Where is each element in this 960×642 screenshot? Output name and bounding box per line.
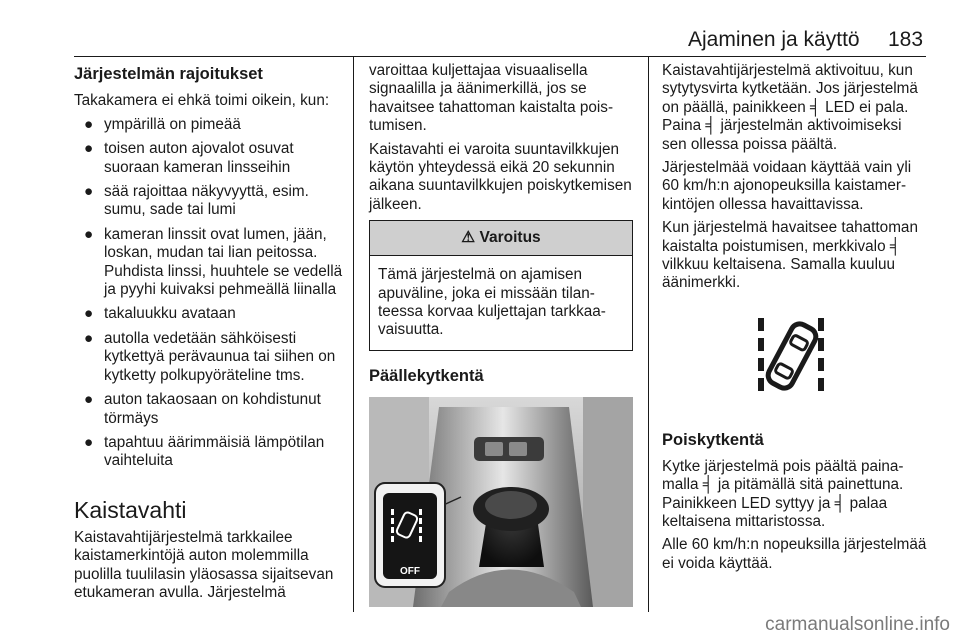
turn-signal-paragraph: Kaistavahti ei varoita suuntavilkkujen käytön yhteydessä eikä 20 sekunnin aikana suuntavilkkujen poiskytkemisen jälkeen. [369, 140, 632, 213]
low-speed-paragraph: Alle 60 km/h:n nopeuksilla järjestelmää ei voida käyttää. [662, 536, 927, 572]
list-item: ● tapahtuu äärimmäisiä lämpötilan vaihteluita [84, 433, 325, 470]
list-item: ● kameran linssit ovat lumen, jään, loskan, mudan tai lian peitossa. Puhdista linssi, huuhtele se vedellä ja pyyhi kuivaksi pehmeällä liinalla [84, 225, 343, 299]
lane-assist-title: Kaistavahti [74, 496, 187, 523]
column-divider [353, 57, 354, 612]
warning-header [370, 221, 632, 256]
console-photo [369, 397, 633, 607]
bullet: ● [84, 183, 94, 201]
page-header [0, 0, 960, 55]
list-item: ● autolla vedetään sähköisesti kytkettyä perävaunua tai siihen on kytketty polkupyöräteline tms. [84, 329, 336, 384]
left-column [74, 62, 346, 607]
bullet: ● [84, 391, 94, 409]
warning-paragraph: varoittaa kuljettajaa visuaalisella signaalilla ja äänimerkillä, jos se havaitsee tahattoman kaistalta poistumisen. [369, 62, 614, 135]
warning-text: Tämä järjestelmä on ajamisen apuväline, joka ei missään tilanteessa korvaa kuljettajan tarkkaavaisuutta. [378, 266, 606, 339]
limitations-list [74, 116, 346, 471]
warning-title: Varoitus [479, 229, 541, 247]
departure-paragraph: Kun järjestelmä havaitsee tahattoman kaistalta poistumisen, merkkivalo ╡ vilkkuu keltaisena. Samalla kuuluu äänimerkki. [662, 219, 918, 292]
list-item: ● sää rajoittaa näkyvyyttä, esim. sumu, sade tai lumi [84, 183, 309, 219]
warning-triangle-icon: ⚠ [461, 229, 476, 247]
bullet: ● [84, 329, 94, 347]
bullet: ● [84, 305, 94, 323]
limitations-intro: Takakamera ei ehkä toimi oikein, kun: [74, 92, 330, 110]
activation-heading: Päällekytkentä [369, 366, 484, 385]
list-item: ● ympärillä on pimeää [84, 115, 241, 133]
lane-assist-intro: Kaistavahtijärjestelmä tarkkailee kaistamerkintöjä auton molemmilla puolilla tuulilasin yläosassa sijaitsevan etukameran avulla. Järjestelmä [74, 528, 334, 601]
lane-departure-icon [662, 308, 926, 408]
deactivation-paragraph: Kytke järjestelmä pois päältä painamalla ╡ ja pitämällä sitä painettuna. Painikkeen LED syttyy ja ╡ palaa keltaisena mittaristossa. [662, 457, 904, 530]
watermark: carmanualsonline.info [765, 614, 950, 635]
list-item: ● toisen auton ajovalot osuvat suoraan kameran linsseihin [84, 140, 294, 176]
bullet: ● [84, 115, 94, 133]
right-column [662, 62, 928, 578]
bullet: ● [84, 140, 94, 158]
activation-paragraph: Kaistavahtijärjestelmä aktivoituu, kun sytytysvirta kytketään. Jos järjestelmä on päällä, painikkeen ╡ LED ei pala. Paina ╡ järjestelmän aktivoimiseksi sen ollessa poissa päältä. [662, 62, 918, 153]
bullet: ● [84, 225, 94, 243]
section-title: Ajaminen ja käyttö [688, 28, 860, 51]
deactivation-heading: Poiskytkentä [662, 431, 764, 450]
header-rule [74, 56, 926, 57]
bullet: ● [84, 433, 94, 451]
warning-box [369, 220, 633, 351]
middle-column [369, 62, 633, 607]
list-item: ● takaluukku avataan [84, 305, 236, 323]
column-divider [648, 57, 649, 612]
off-label: OFF [400, 566, 420, 578]
speed-paragraph: Järjestelmää voidaan käyttää vain yli 60 km/h:n ajonopeuksilla kaistamerkintöjen ollessa havaittavissa. [662, 159, 912, 213]
limitations-heading: Järjestelmän rajoitukset [74, 65, 263, 83]
list-item: ● auton takaosaan on kohdistunut törmäys [84, 391, 321, 427]
page-number: 183 [888, 28, 924, 51]
